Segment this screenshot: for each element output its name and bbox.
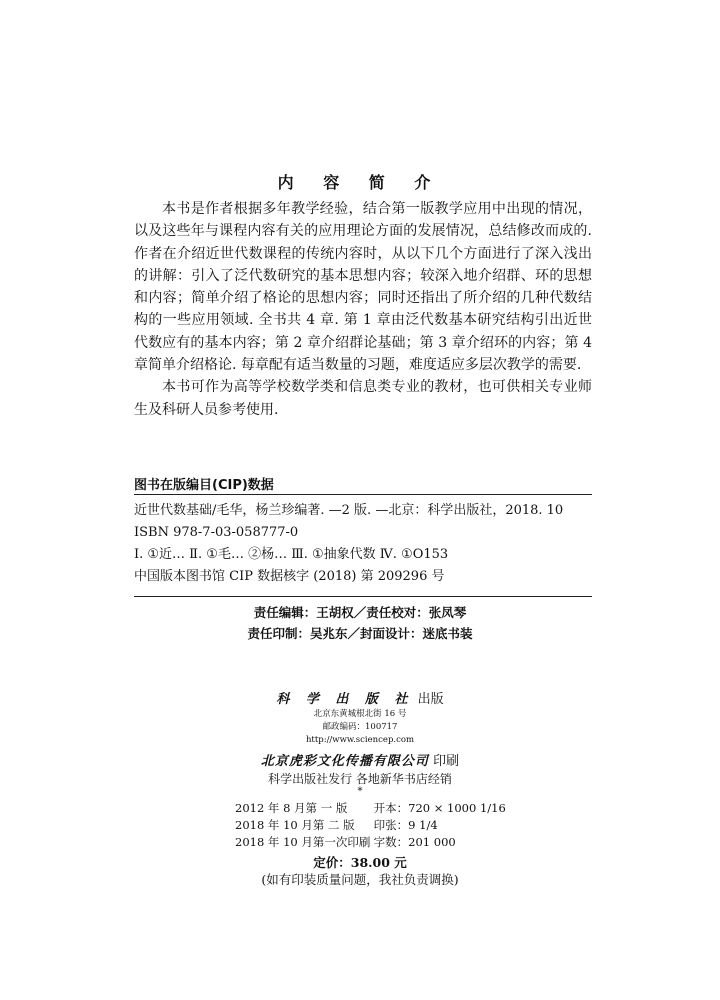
publisher-contact <box>0 708 720 747</box>
publisher-line <box>0 688 720 707</box>
editors-line: 责任编辑：王胡权／责任校对：张凤琴 <box>253 605 467 620</box>
publisher-name: 科 学 出 版 社 <box>276 692 414 707</box>
spec-info: 开本：720 × 1000 1/16 <box>373 801 506 815</box>
spec-info: 字数：201 000 <box>373 835 456 849</box>
spec-info: 印张：9 1/4 <box>373 818 438 832</box>
edition-info: 2012 年 8 月第 一 版 <box>235 801 348 815</box>
printer-name: 北京虎彩文化传播有限公司 <box>260 754 429 769</box>
summary-paragraph: 本书可作为高等学校数学类和信息类专业的教材，也可供相关专业师生及科研人员参考使用. <box>134 379 592 418</box>
edition-info: 2018 年 10 月第一次印刷 <box>235 835 371 849</box>
summary-title: 内 容 简 介 <box>277 173 443 192</box>
cip-line: 中国版本图书馆 CIP 数据核字 (2018) 第 209296 号 <box>134 569 445 584</box>
summary-paragraph: 本书是作者根据多年教学经验，结合第一版教学应用中出现的情况，以及这些年与课程内容有关的应用理论方面的发展情况，总结修改而成的. 作者在介绍近世代数课程的传统内容时，从以下几个方面进行了深入浅出的讲解：引入了泛代数研究的基本思想内容；较深入地介绍群、环的思想和内容；简单介绍了格论的思想内容；同时还指出了所介绍的几种代数结构的一些应用领域. 全书共 4 章. 第 1 章由泛代数基本研究结构引出近世代数应有的基本内容；第 2 章介绍群论基础；第 3 章介绍环的内容；第 4 章简单介绍格论. 每章配有适当数量的习题，难度适应多层次教学的需要. <box>134 201 592 374</box>
spec-row <box>235 817 506 834</box>
publisher-address: 北京东黄城根北街 16 号 <box>313 709 407 719</box>
summary-body <box>134 198 592 421</box>
cip-block <box>134 500 592 588</box>
separator-star: * <box>357 786 363 797</box>
publisher-postcode: 邮政编码：100717 <box>322 722 398 732</box>
printer-line <box>0 750 720 769</box>
spec-row <box>235 800 506 817</box>
cip-label: 图书在版编目(CIP)数据 <box>134 478 274 493</box>
cip-line: 近世代数基础/毛华，杨兰珍编著. —2 版. —北京：科学出版社，2018. 10 <box>134 503 564 518</box>
quality-notice: (如有印装质量问题，我社负责调换) <box>261 872 459 887</box>
editors-block <box>0 602 720 644</box>
cip-line: ISBN 978-7-03-058777-0 <box>134 525 299 540</box>
publisher-suffix: 出版 <box>417 692 444 707</box>
spec-row <box>235 834 506 851</box>
publisher-website: http://www.sciencep.com <box>305 735 415 745</box>
distribution-line: 科学出版社发行 各地新华书店经销 <box>268 772 452 786</box>
cip-line: Ⅰ. ①近… Ⅱ. ①毛… ②杨… Ⅲ. ①抽象代数 Ⅳ. ①O153 <box>134 547 449 562</box>
editors-line: 责任印制：吴兆东／封面设计：迷底书装 <box>247 626 473 641</box>
edition-info: 2018 年 10 月第 二 版 <box>235 818 355 832</box>
cip-bottom-rule <box>134 596 592 597</box>
edition-specs <box>235 800 506 851</box>
price: 定价：38.00 元 <box>313 855 407 870</box>
printer-suffix: 印刷 <box>433 754 460 769</box>
cip-top-rule <box>134 494 592 495</box>
